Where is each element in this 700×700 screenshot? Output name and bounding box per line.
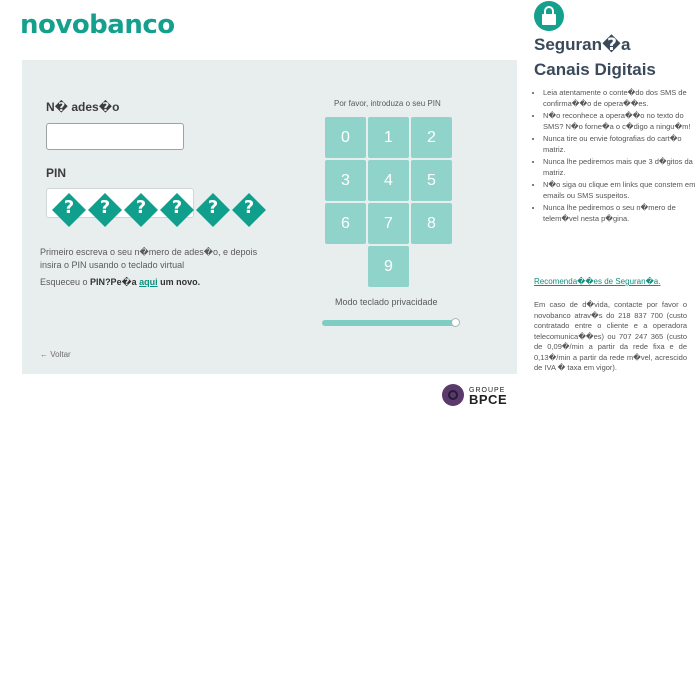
security-recommendations-link[interactable]: Recomenda��es de Seguran�a. — [534, 277, 661, 286]
pin-label: PIN — [46, 166, 67, 180]
keypad-key[interactable]: 6 — [325, 203, 366, 244]
request-new-pin-link[interactable]: aqui — [139, 277, 158, 287]
keypad-key[interactable]: 1 — [368, 117, 409, 158]
list-item: • Nunca tire ou envie fotografias do cart�o matriz. — [543, 134, 698, 155]
bpce-logo: GROUPE BPCE — [442, 384, 507, 406]
adesao-label: N� ades�o — [46, 100, 120, 114]
privacy-mode-toggle[interactable] — [322, 320, 459, 326]
pin-digit: ? — [88, 193, 122, 227]
pin-digit: ? — [160, 193, 194, 227]
list-item: • N�o siga ou clique em links que constem em emails ou SMS suspeitos. — [543, 180, 698, 201]
login-panel — [22, 60, 517, 374]
keypad-key[interactable]: 5 — [411, 160, 452, 201]
arrow-left-icon: ← — [40, 350, 48, 359]
security-title: Seguran�a Canais Digitais — [534, 35, 656, 79]
pin-masked-digits — [52, 193, 266, 227]
security-tips — [534, 88, 698, 226]
lock-icon — [534, 1, 564, 31]
keypad-key[interactable]: 9 — [368, 246, 409, 287]
list-item: • Nunca lhe pediremos o seu n�mero de telem�vel nesta p�gina. — [543, 203, 698, 224]
bpce-logo-icon — [442, 384, 464, 406]
login-instructions: Primeiro escreva o seu n�mero de ades�o, e depois insira o PIN usando o teclado virtual — [40, 247, 258, 270]
adesao-input[interactable] — [46, 123, 184, 150]
novobanco-logo: novobanco — [20, 10, 175, 40]
keypad-key[interactable]: 3 — [325, 160, 366, 201]
list-item: • Leia atentamente o conte�do dos SMS de confirma��o de opera��es. — [543, 88, 698, 109]
pin-digit: ? — [52, 193, 86, 227]
back-link[interactable]: ← Voltar — [40, 350, 71, 359]
contact-info: Em caso de d�vida, contacte por favor o novobanco atrav�s do 218 837 700 (custo contratado entre o cliente e a operadora telecomunica��es) ou 707 247 365 (custo de 0,09�/min a partir da rede fixa e de 0,13�/min a partir da rede m�vel, acrescido de IVA � taxa em vigor). — [534, 300, 687, 372]
pin-digit: ? — [232, 193, 266, 227]
keypad-key[interactable]: 4 — [368, 160, 409, 201]
list-item: • N�o reconhece a opera��o no texto do SMS? N�o forne�a o c�digo a ningu�m! — [543, 111, 698, 132]
list-item: • Nunca lhe pediremos mais que 3 d�gitos da matriz. — [543, 157, 698, 178]
keypad-key[interactable]: 7 — [368, 203, 409, 244]
forgot-pin-text: Esqueceu o PIN?Pe�a aqui um novo. — [40, 277, 201, 287]
pin-digit: ? — [196, 193, 230, 227]
privacy-mode-label: Modo teclado privacidade — [335, 297, 438, 307]
keypad-key[interactable]: 0 — [325, 117, 366, 158]
keypad-hint: Por favor, introduza o seu PIN — [334, 99, 441, 108]
toggle-thumb[interactable] — [451, 318, 460, 327]
pin-digit: ? — [124, 193, 158, 227]
keypad-key[interactable]: 2 — [411, 117, 452, 158]
keypad-key[interactable]: 8 — [411, 203, 452, 244]
